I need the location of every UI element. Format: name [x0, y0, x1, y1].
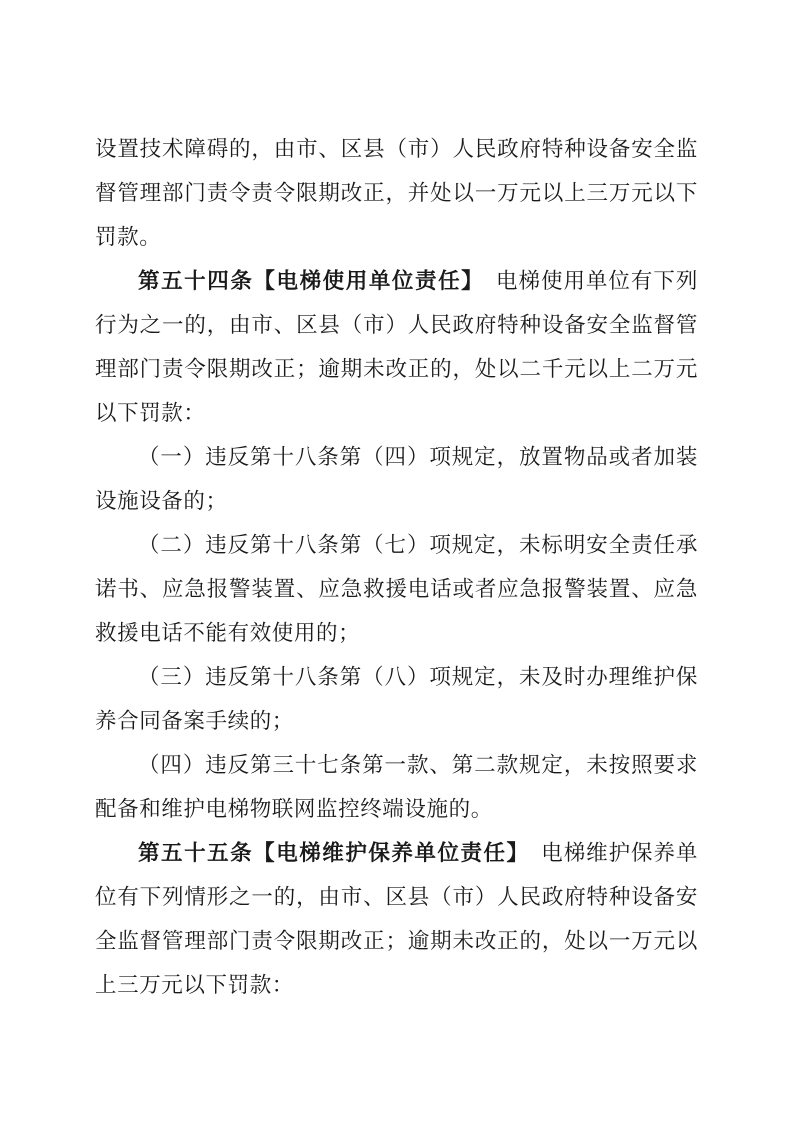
p-article-55 [95, 832, 698, 1008]
p-item-2 [95, 524, 698, 656]
paragraph-text: （二）违反第十八条第（七）项规定，未标明安全责任承诺书、应急报警装置、应急救援电话或者应急报警装置、应急救援电话不能有效使用的； [95, 533, 698, 646]
p-item-1 [95, 436, 698, 524]
paragraph-text: 电梯使用单位有下列行为之一的，由市、区县（市）人民政府特种设备安全监督管理部门责令限期改正；逾期未改正的，处以二千元以上二万元以下罚款： [95, 269, 698, 426]
paragraph-text: 设置技术障碍的，由市、区县（市）人民政府特种设备安全监督管理部门责令责令限期改正，并处以一万元以上三万元以下罚款。 [95, 137, 698, 250]
p-article-54 [95, 260, 698, 436]
paragraph-text: （四）违反第三十七条第一款、第二款规定，未按照要求配备和维护电梯物联网监控终端设施的。 [95, 753, 698, 822]
paragraph-text: （一）违反第十八条第（四）项规定，放置物品或者加装设施设备的； [95, 445, 698, 514]
p-item-3 [95, 656, 698, 744]
paragraph-text: （三）违反第十八条第（八）项规定，未及时办理维护保养合同备案手续的； [95, 665, 698, 734]
paragraph-text: 电梯维护保养单位有下列情形之一的，由市、区县（市）人民政府特种设备安全监督管理部门责令限期改正；逾期未改正的，处以一万元以上三万元以下罚款： [95, 841, 698, 998]
article-heading: 第五十四条【电梯使用单位责任】 [138, 269, 474, 294]
p-item-4 [95, 744, 698, 832]
document-body [95, 128, 698, 1008]
article-heading: 第五十五条【电梯维护保养单位责任】 [138, 841, 519, 866]
p-continuation [95, 128, 698, 260]
